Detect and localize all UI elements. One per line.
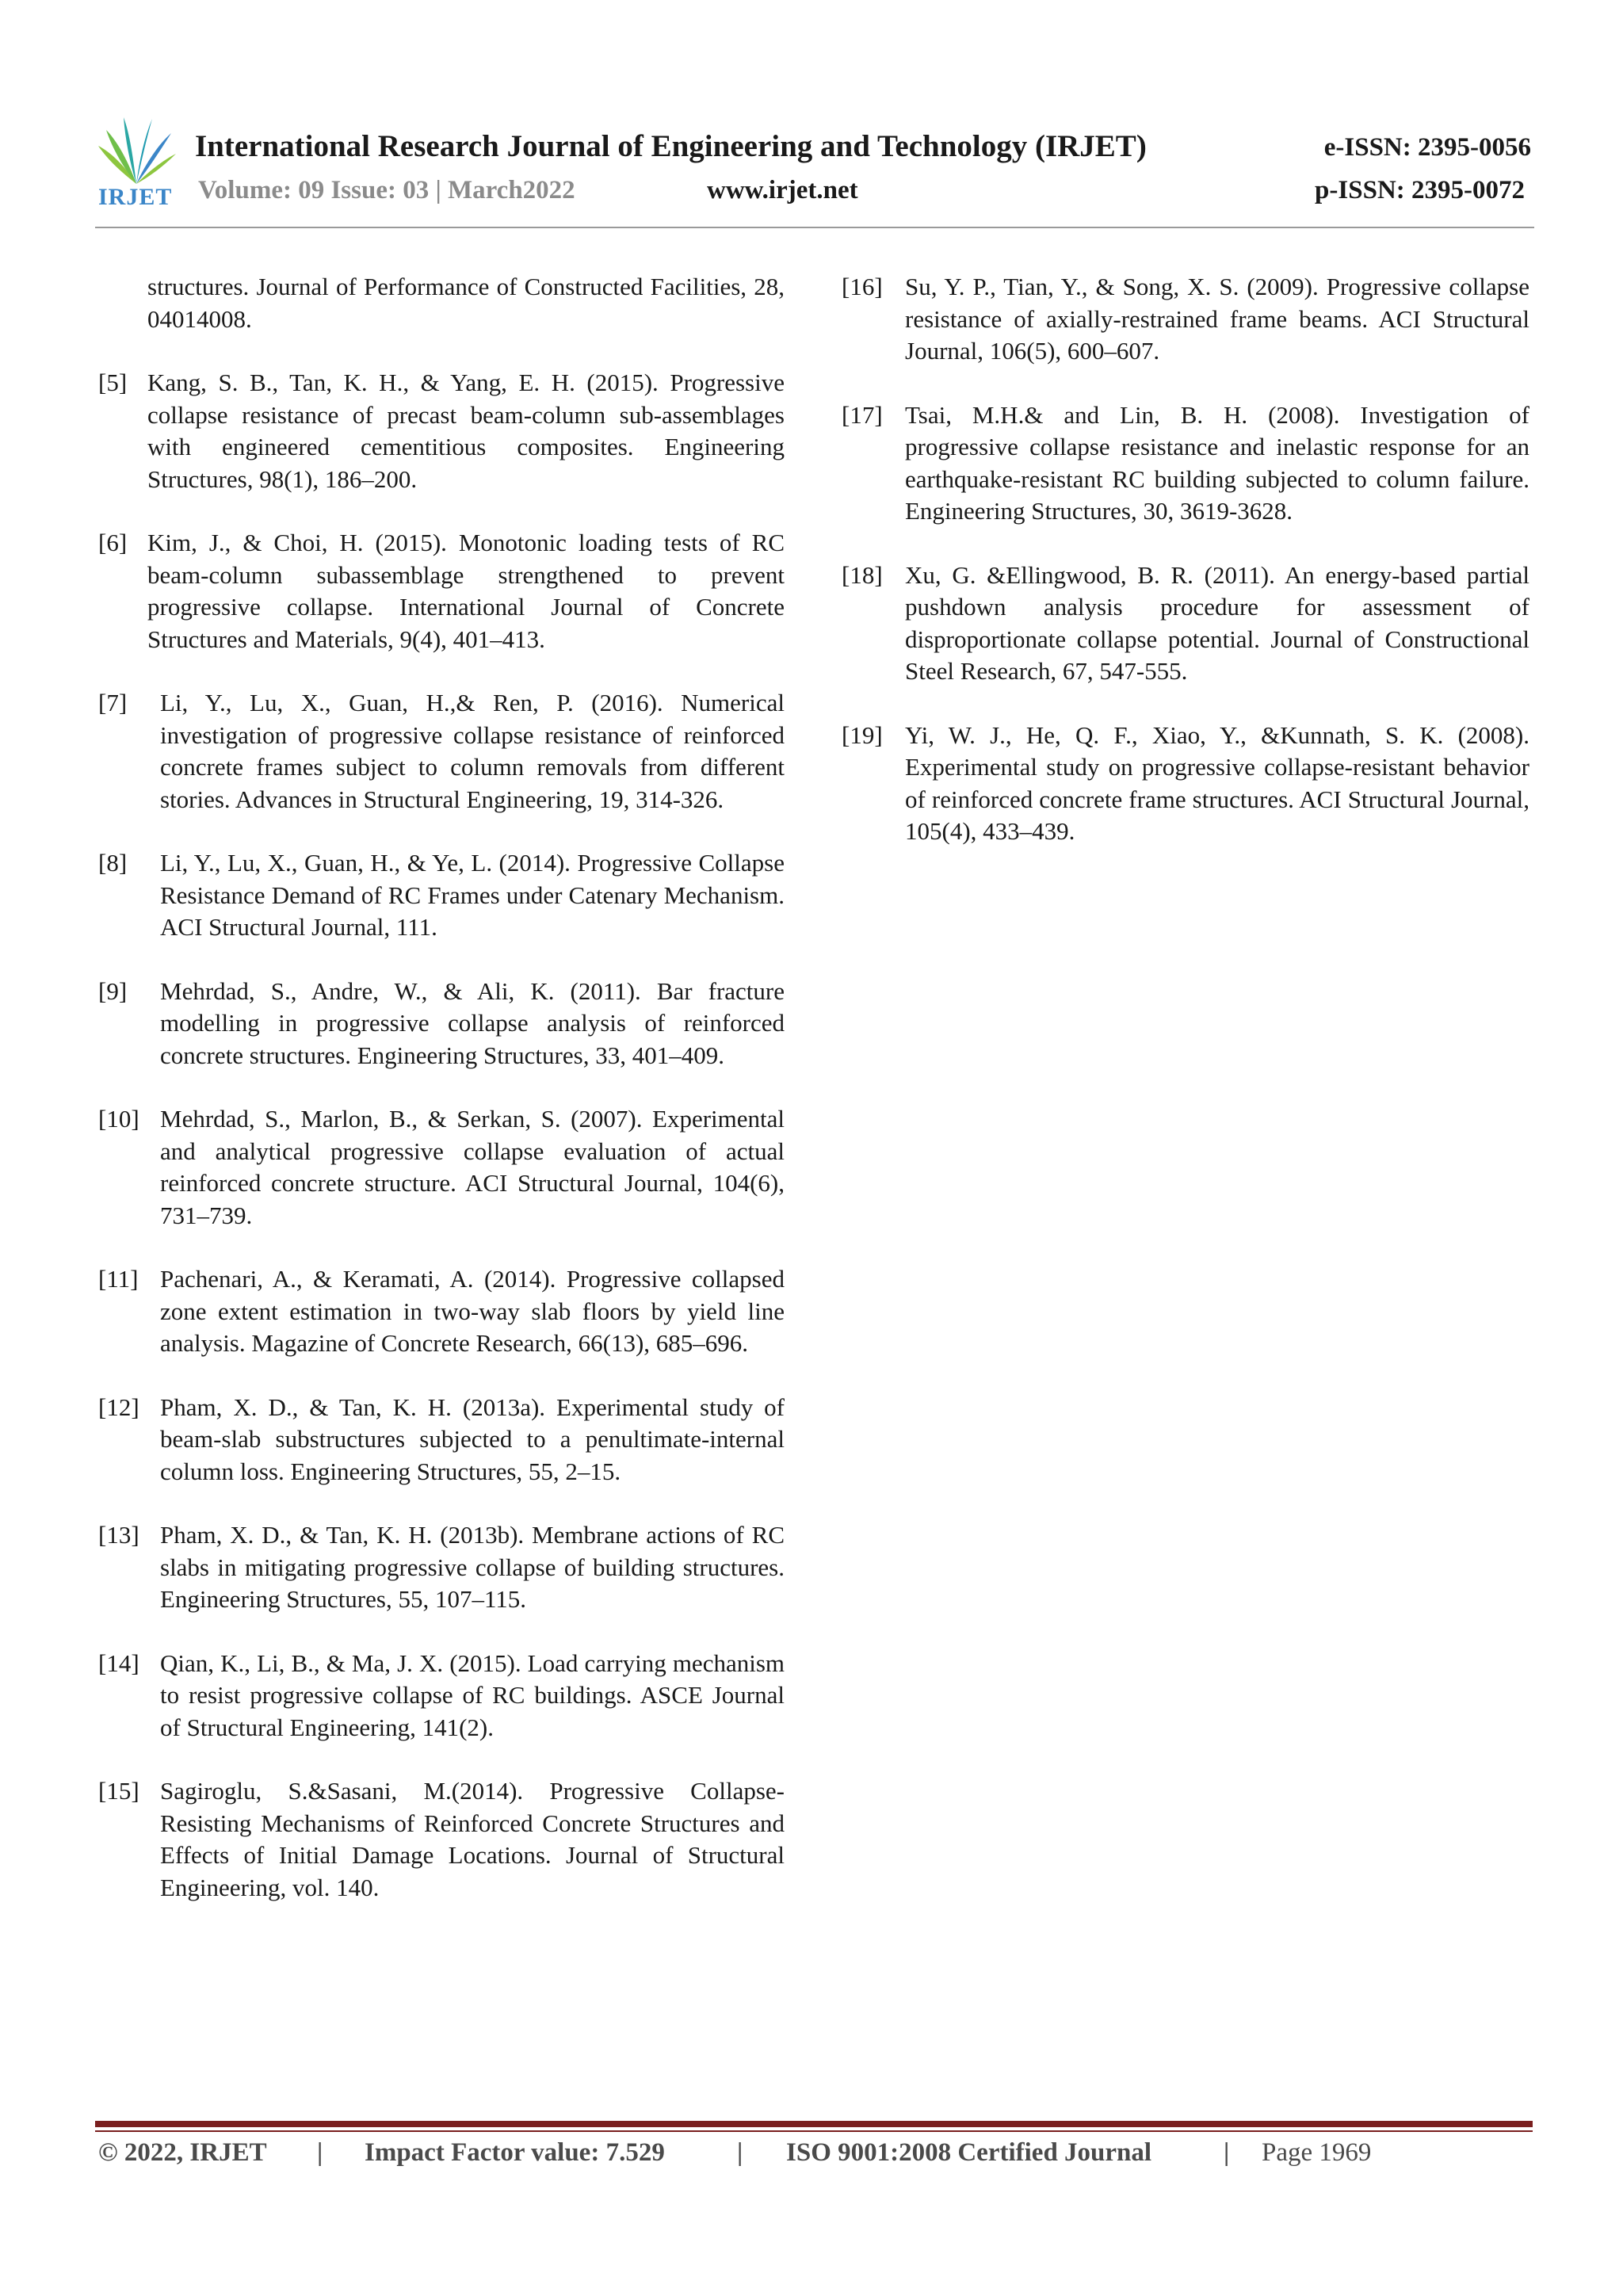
reference-text: Tsai, M.H.& and Lin, B. H. (2008). Investigation of progressive collapse resistance and inelastic response for an earthquake-resistant RC building subjected to column failure. Engineering Structures, 30, 3619-3628. [905,400,1529,525]
reference-number: [16] [842,273,883,300]
reference-item [98,687,785,816]
reference-item [98,847,785,944]
reference-text: Pachenari, A., & Keramati, A. (2014). Progressive collapsed zone extent estimation in two-way slab floors by yield line analysis. Magazine of Concrete Research, 66(13), 685–696. [160,1265,785,1357]
reference-number: [6] [98,529,128,556]
reference-text: Mehrdad, S., Andre, W., & Ali, K. (2011). Bar fracture modelling in progressive collapse analysis of reinforced concrete structures. Engineering Structures, 33, 401–409. [160,976,785,1069]
reference-item [842,399,1529,528]
reference-item [98,1775,785,1904]
reference-item [98,1263,785,1360]
references-right-column [842,271,1529,880]
reference-item [98,271,785,335]
e-issn: e-ISSN: 2395-0056 [1323,133,1531,162]
page-footer [98,2138,1533,2173]
logo-wordmark: IRJET [98,184,173,210]
reference-number: [11] [98,1265,139,1293]
reference-text: Su, Y. P., Tian, Y., & Song, X. S. (2009). Progressive collapse resistance of axially-restrained frame beams. ACI Structural Journal, 106(5), 600–607. [905,273,1529,365]
reference-number: [15] [98,1777,139,1805]
reference-item [98,1519,785,1616]
page-number: Page 1969 [1262,2138,1372,2167]
reference-number: [10] [98,1105,139,1133]
reference-item [98,1648,785,1744]
reference-item [98,1103,785,1232]
reference-text: Qian, K., Li, B., & Ma, J. X. (2015). Load carrying mechanism to resist progressive collapse of RC buildings. ASCE Journal of Structural Engineering, 141(2). [160,1648,785,1741]
footer-divider-thick [95,2121,1533,2127]
irjet-logo [94,111,179,209]
page-header [94,111,1534,230]
reference-text: structures. Journal of Performance of Constructed Facilities, 28, 04014008. [147,273,785,333]
reference-text: Yi, W. J., He, Q. F., Xiao, Y., &Kunnath, S. K. (2008). Experimental study on progressive collapse-resistant behavior of reinforced concrete frame structures. ACI Structural Journal, 105(4), 433–439. [905,720,1529,845]
reference-number: [13] [98,1521,139,1549]
footer-impact-factor: Impact Factor value: 7.529 [365,2138,665,2167]
p-issn: p-ISSN: 2395-0072 [1315,176,1525,204]
footer-separator: | [1224,2138,1230,2167]
footer-separator: | [737,2138,743,2167]
footer-separator: | [317,2138,323,2167]
reference-number: [9] [98,976,128,1005]
journal-title: International Research Journal of Engineering and Technology (IRJET) [195,129,1147,163]
reference-number: [17] [842,400,883,429]
reference-text: Li, Y., Lu, X., Guan, H.,& Ren, P. (2016). Numerical investigation of progressive collapse resistance of reinforced concrete frames subject to column removals from different stories. Advances in Structural Engineering, 19, 314-326. [160,689,785,813]
reference-number: [19] [842,720,883,749]
reference-text: Li, Y., Lu, X., Guan, H., & Ye, L. (2014). Progressive Collapse Resistance Demand of RC Frames under Catenary Mechanism. ACI Structural Journal, 111. [160,849,785,941]
footer-divider-thin [95,2130,1533,2132]
reference-text: Kim, J., & Choi, H. (2015). Monotonic loading tests of RC beam-column subassemblage strengthened to prevent progressive collapse. International Journal of Concrete Structures and Materials, 9(4), 401–413. [147,529,785,653]
reference-item [842,720,1529,848]
reference-number: [7] [98,689,128,716]
reference-item [98,1392,785,1488]
reference-number: [8] [98,849,128,877]
references-left-column [98,271,785,1935]
reference-text: Pham, X. D., & Tan, K. H. (2013a). Experimental study of beam-slab substructures subjected to a penultimate-internal column loss. Engineering Structures, 55, 2–15. [160,1392,785,1485]
reference-text: Kang, S. B., Tan, K. H., & Yang, E. H. (2015). Progressive collapse resistance of precast beam-column sub-assemblages with engineered cementitious composites. Engineering Structures, 98(1), 186–200. [147,369,785,493]
reference-number: [18] [842,560,883,589]
reference-text: Pham, X. D., & Tan, K. H. (2013b). Membrane actions of RC slabs in mitigating progressive collapse of building structures. Engineering Structures, 55, 107–115. [160,1521,785,1613]
reference-item [842,271,1529,368]
reference-text: Xu, G. &Ellingwood, B. R. (2011). An energy-based partial pushdown analysis procedure for assessment of disproportionate collapse potential. Journal of Constructional Steel Research, 67, 547-555. [905,560,1529,685]
reference-number: [5] [98,369,128,396]
header-divider [95,227,1534,228]
reference-item [98,976,785,1072]
footer-copyright: © 2022, IRJET [98,2138,267,2167]
journal-website[interactable]: www.irjet.net [707,176,858,204]
reference-item [98,527,785,655]
reference-number: [12] [98,1392,139,1421]
footer-iso-certification: ISO 9001:2008 Certified Journal [786,2138,1152,2167]
reference-number: [14] [98,1648,139,1677]
irjet-logo-leaves-icon [94,111,179,187]
reference-text: Mehrdad, S., Marlon, B., & Serkan, S. (2007). Experimental and analytical progressive collapse evaluation of actual reinforced concrete structure. ACI Structural Journal, 104(6), 731–739. [160,1105,785,1229]
volume-issue: Volume: 09 Issue: 03 | March2022 [198,176,575,204]
reference-text: Sagiroglu, S.&Sasani, M.(2014). Progressive Collapse-Resisting Mechanisms of Reinforced Concrete Structures and Effects of Initial Damage Locations. Journal of Structural Engineering, vol. 140. [160,1777,785,1901]
reference-item [98,367,785,495]
reference-item [842,560,1529,688]
